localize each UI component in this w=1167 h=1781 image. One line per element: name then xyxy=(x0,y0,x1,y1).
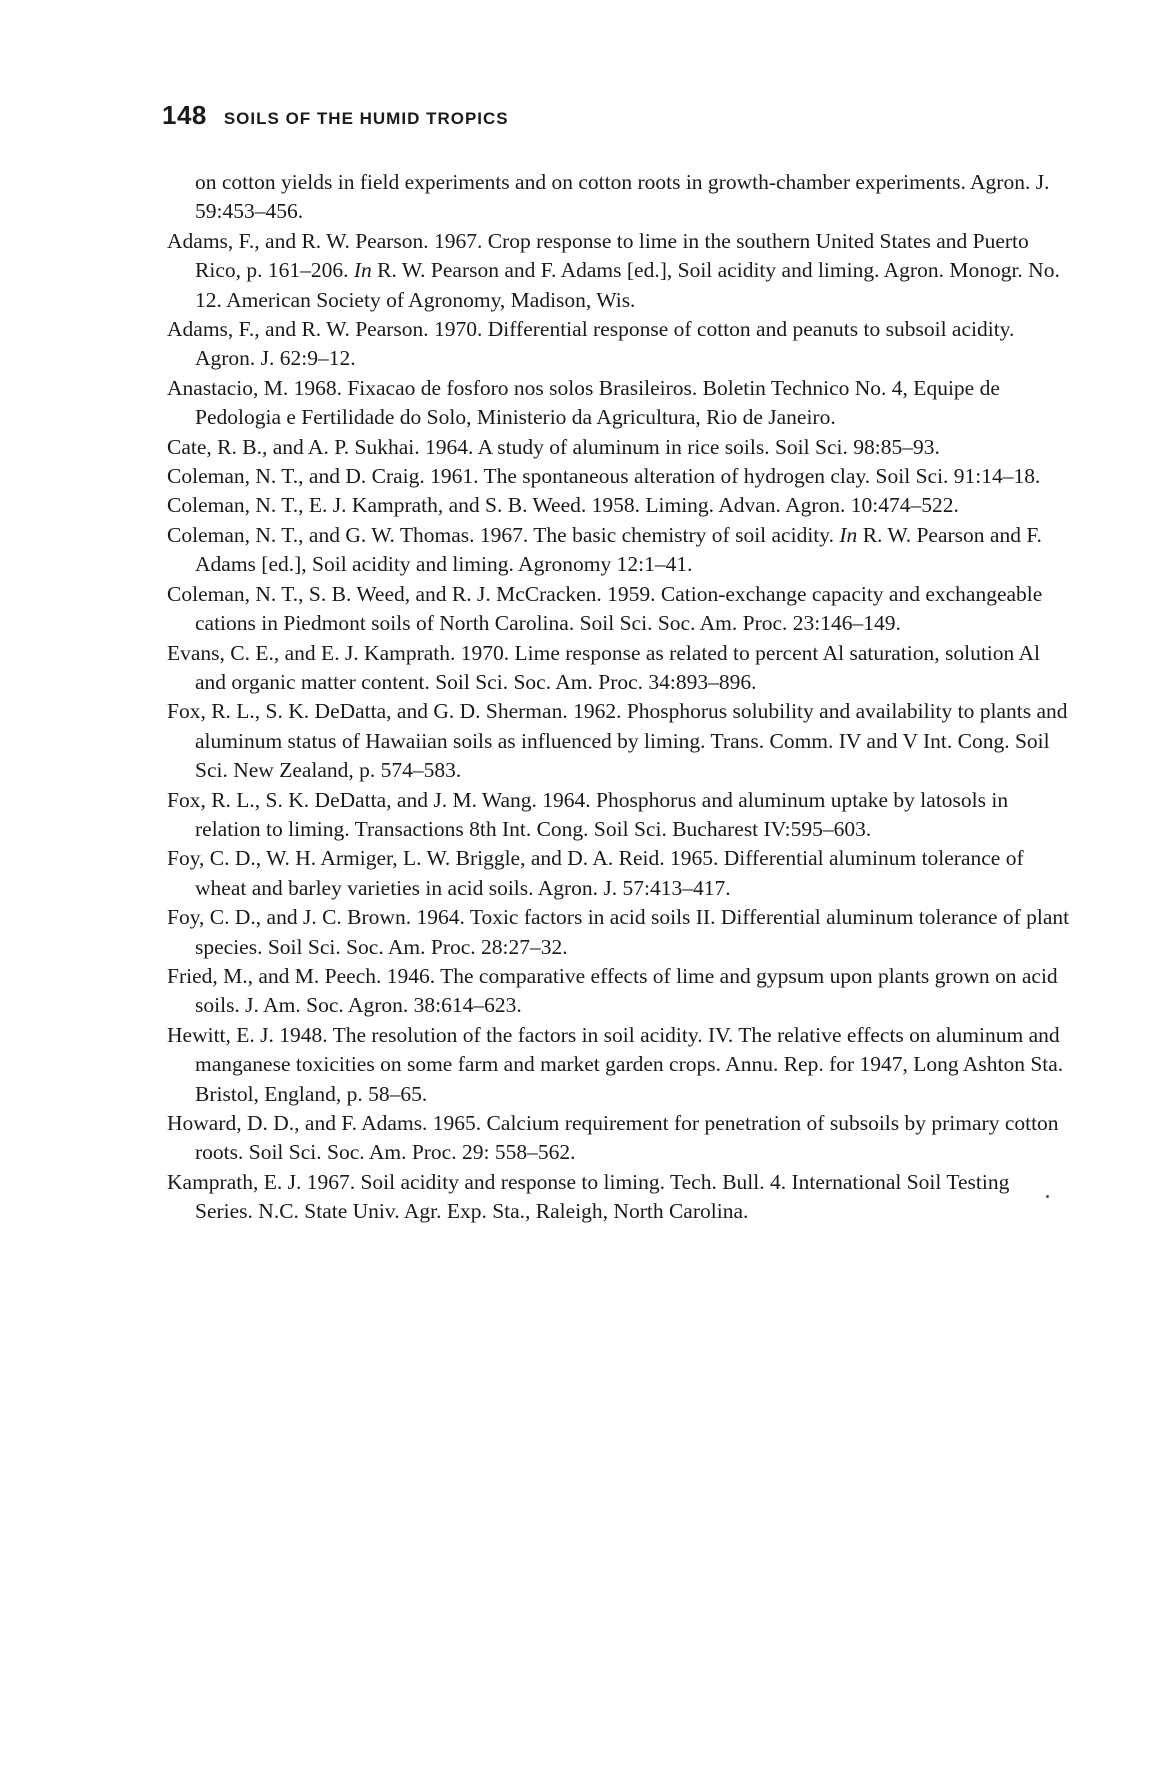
stray-mark xyxy=(1046,1195,1049,1198)
reference-list xyxy=(167,168,1072,1227)
running-title: SOILS OF THE HUMID TROPICS xyxy=(223,109,509,128)
running-head xyxy=(162,100,509,131)
reference-text: Coleman, N. T., and G. W. Thomas. 1967. The basic chemistry of soil acidity. xyxy=(167,522,840,547)
reference-entry: Howard, D. D., and F. Adams. 1965. Calcium requirement for penetration of subsoils by primary cotton roots. Soil Sci. Soc. Am. Proc. 29: 558–562. xyxy=(167,1111,1059,1165)
reference-entry: Foy, C. D., and J. C. Brown. 1964. Toxic factors in acid soils II. Differential aluminum tolerance of plant species. Soil Sci. Soc. Am. Proc. 28:27–32. xyxy=(167,905,1070,959)
reference-entry: on cotton yields in field experiments and on cotton roots in growth-chamber experiments. Agron. J. 59:453–456. xyxy=(195,170,1050,224)
reference-entry: Cate, R. B., and A. P. Sukhai. 1964. A study of aluminum in rice soils. Soil Sci. 98:85–93. xyxy=(167,434,940,459)
reference-text: Adams, F., and R. W. Pearson. 1967. Crop response to lime in the southern United States and Puerto Rico, p. 161–206. xyxy=(167,228,1029,283)
reference-entry: Kamprath, E. J. 1967. Soil acidity and response to liming. Tech. Bull. 4. International Soil Testing Series. N.C. State Univ. Agr. Exp. Sta., Raleigh, North Carolina. xyxy=(167,1169,1010,1224)
reference-entry: Hewitt, E. J. 1948. The resolution of the factors in soil acidity. IV. The relative effects on aluminum and manganese toxicities on some farm and market garden crops. Annu. Rep. for 1947, Long Ashton Sta. Bristol, England, p. 58–65. xyxy=(167,1022,1064,1106)
reference-italic-in: In xyxy=(353,258,372,283)
reference-entry xyxy=(167,227,1072,315)
reference-entry: Fried, M., and M. Peech. 1946. The comparative effects of lime and gypsum upon plants grown on acid soils. J. Am. Soc. Agron. 38:614–623. xyxy=(167,963,1058,1018)
reference-entry: Coleman, N. T., and D. Craig. 1961. The spontaneous alteration of hydrogen clay. Soil Sci. 91:14–18. xyxy=(167,464,1041,489)
reference-text: R. W. Pearson and F. Adams [ed.], Soil acidity and liming. Agronomy 12:1–41. xyxy=(195,522,1042,577)
reference-entry: Adams, F., and R. W. Pearson. 1970. Differential response of cotton and peanuts to subsoil acidity. Agron. J. 62:9–12. xyxy=(167,317,1015,371)
reference-entry xyxy=(167,521,1072,580)
page-number: 148 xyxy=(162,100,207,130)
reference-entry: Evans, C. E., and E. J. Kamprath. 1970. Lime response as related to percent Al saturation, solution Al and organic matter content. Soil Sci. Soc. Am. Proc. 34:893–896. xyxy=(167,640,1040,694)
reference-entry: Foy, C. D., W. H. Armiger, L. W. Briggle, and D. A. Reid. 1965. Differential aluminum tolerance of wheat and barley varieties in acid soils. Agron. J. 57:413–417. xyxy=(167,846,1024,900)
reference-entry: Anastacio, M. 1968. Fixacao de fosforo nos solos Brasileiros. Boletin Technico No. 4, Equipe de Pedologia e Fertilidade do Solo, Ministerio da Agricultura, Rio de Janeiro. xyxy=(167,375,1000,430)
reference-entry: Coleman, N. T., E. J. Kamprath, and S. B. Weed. 1958. Liming. Advan. Agron. 10:474–522. xyxy=(167,493,959,518)
reference-text: R. W. Pearson and F. Adams [ed.], Soil acidity and liming. Agron. Monogr. No. 12. American Society of Agronomy, Madison, Wis. xyxy=(195,258,1060,312)
reference-entry: Fox, R. L., S. K. DeDatta, and J. M. Wang. 1964. Phosphorus and aluminum uptake by latosols in relation to liming. Transactions 8th Int. Cong. Soil Sci. Bucharest IV:595–603. xyxy=(167,787,1009,841)
reference-italic-in: In xyxy=(839,522,858,547)
reference-entry: Coleman, N. T., S. B. Weed, and R. J. McCracken. 1959. Cation-exchange capacity and exchangeable cations in Piedmont soils of North Carolina. Soil Sci. Soc. Am. Proc. 23:146–149. xyxy=(167,581,1043,636)
reference-entry: Fox, R. L., S. K. DeDatta, and G. D. Sherman. 1962. Phosphorus solubility and availability to plants and aluminum status of Hawaiian soils as influenced by liming. Trans. Comm. IV and V Int. Cong. Soil Sci. New Zealand, p. 574–583. xyxy=(167,699,1068,783)
